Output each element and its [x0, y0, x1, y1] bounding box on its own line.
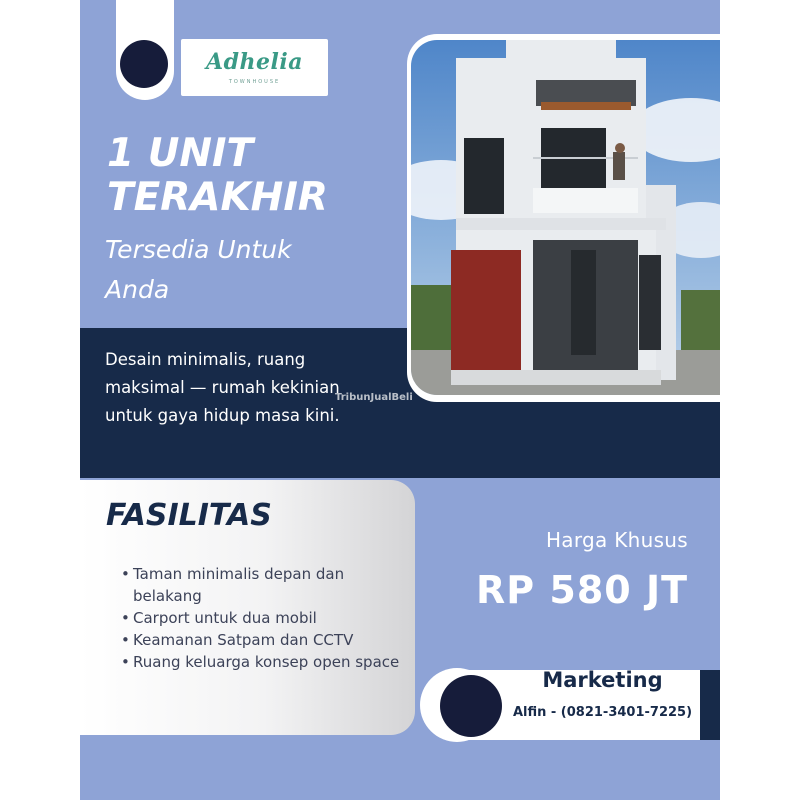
subheadline — [105, 230, 405, 310]
marketing-dot-decoration — [440, 675, 502, 737]
house-illustration — [411, 40, 720, 395]
facilities-title: FASILITAS — [106, 498, 272, 533]
price-label: Harga Khusus — [545, 528, 688, 552]
facility-item: • Taman minimalis depan dan belakang — [133, 563, 403, 607]
poster — [80, 0, 720, 800]
facility-item: • Keamanan Satpam dan CCTV — [133, 629, 403, 651]
logo-text: Adhelia — [206, 49, 303, 75]
headline-line-1: 1 UNIT — [107, 131, 254, 176]
facility-item: • Ruang keluarga konsep open space — [133, 651, 403, 673]
subheadline-line-1: Tersedia Untuk — [105, 235, 292, 264]
marketing-contact: Alfin - (0821-3401-7225) — [512, 705, 693, 720]
subheadline-line-2: Anda — [105, 275, 170, 304]
headline-line-2: TERAKHIR — [107, 175, 328, 220]
facility-item: • Carport untuk dua mobil — [133, 607, 403, 629]
brand-logo — [181, 39, 328, 96]
description-text: Desain minimalis, ruang maksimal — rumah kekinian untuk gaya hidup masa kini. — [105, 350, 340, 425]
house-photo — [411, 40, 720, 395]
headline — [107, 132, 427, 220]
logo-subtext: TOWNHOUSE — [228, 79, 281, 85]
marketing-bar-accent — [700, 670, 720, 740]
price-value: RP 580 JT — [476, 568, 688, 612]
facilities-list — [133, 563, 403, 673]
photo-watermark: TribunJualBeli — [335, 392, 413, 403]
marketing-title: Marketing — [542, 668, 663, 692]
navy-dot-decoration — [120, 40, 168, 88]
